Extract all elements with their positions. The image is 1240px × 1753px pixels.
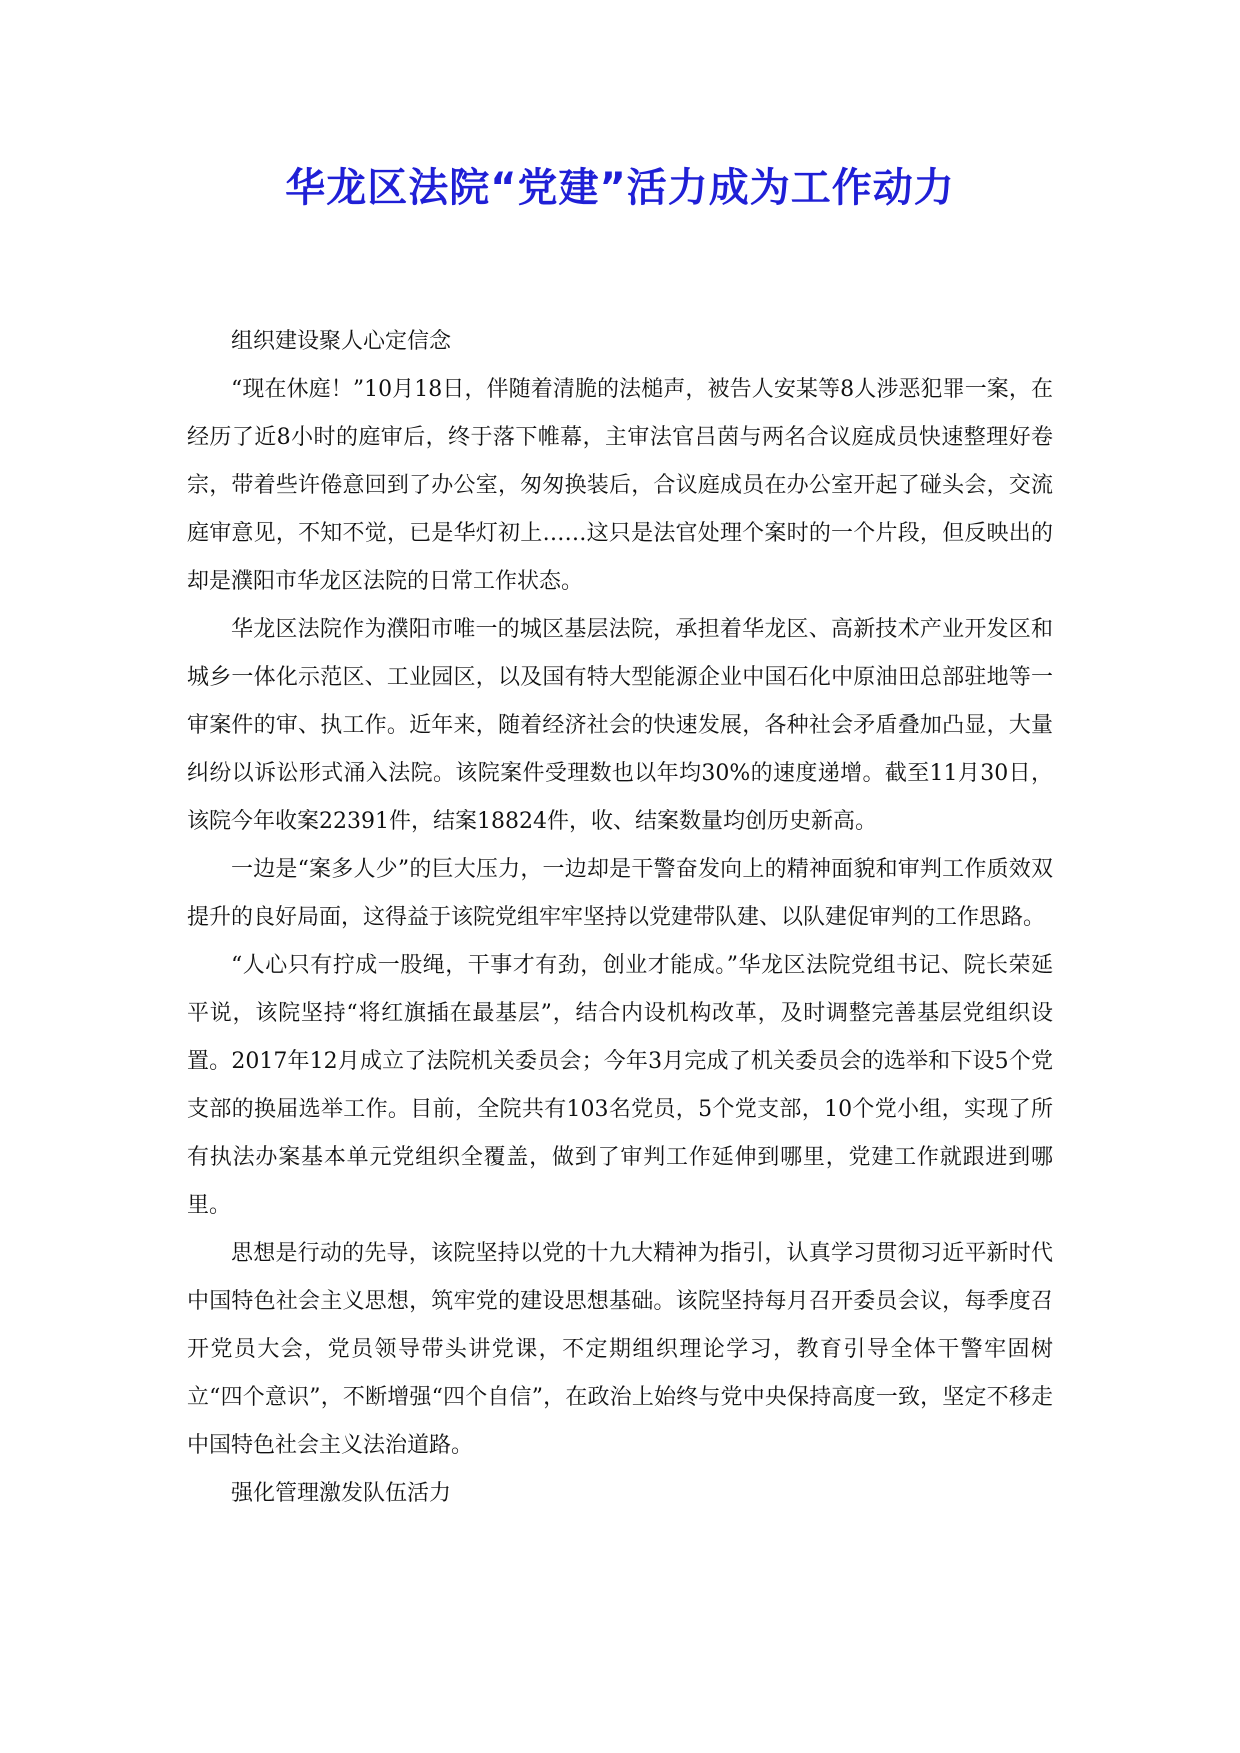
section-heading: 强化管理激发队伍活力 [231, 1481, 452, 1506]
document-body [187, 318, 1053, 1518]
paragraph: 思想是行动的先导，该院坚持以党的十九大精神为指引，认真学习贯彻习近平新时代中国特色社会主义思想，筑牢党的建设思想基础。该院坚持每月召开委员会议，每季度召开党员大会，党员领导带头讲党课，不定期组织理论学习，教育引导全体干警牢固树立“四个意识”，不断增强“四个自信”，在政治上始终与党中央保持高度一致，坚定不移走中国特色社会主义法治道路。 [187, 1241, 1053, 1458]
paragraph: “人心只有拧成一股绳，干事才有劲，创业才能成。”华龙区法院党组书记、院长荣延平说，该院坚持“将红旗插在最基层”，结合内设机构改革，及时调整完善基层党组织设置。2017年12月成立了法院机关委员会；今年3月完成了机关委员会的选举和下设5个党支部的换届选举工作。目前，全院共有103名党员，5个党支部，10个党小组，实现了所有执法办案基本单元党组织全覆盖，做到了审判工作延伸到哪里，党建工作就跟进到哪里。 [187, 953, 1053, 1218]
paragraph: 华龙区法院作为濮阳市唯一的城区基层法院，承担着华龙区、高新技术产业开发区和城乡一体化示范区、工业园区，以及国有特大型能源企业中国石化中原油田总部驻地等一审案件的审、执工作。近年来，随着经济社会的快速发展，各种社会矛盾叠加凸显，大量纠纷以诉讼形式涌入法院。该院案件受理数也以年均30%的速度递增。截至11月30日，该院今年收案22391件，结案18824件，收、结案数量均创历史新高。 [187, 617, 1053, 834]
section-heading: 组织建设聚人心定信念 [231, 329, 452, 354]
document-title: 华龙区法院“党建”活力成为工作动力 [285, 165, 955, 211]
paragraph: “现在休庭！”10月18日，伴随着清脆的法槌声，被告人安某等8人涉恶犯罪一案，在经历了近8小时的庭审后，终于落下帷幕，主审法官吕茵与两名合议庭成员快速整理好卷宗，带着些许倦意回到了办公室，匆匆换装后，合议庭成员在办公室开起了碰头会，交流庭审意见，不知不觉，已是华灯初上……这只是法官处理个案时的一个片段，但反映出的却是濮阳市华龙区法院的日常工作状态。 [187, 377, 1053, 594]
paragraph: 一边是“案多人少”的巨大压力，一边却是干警奋发向上的精神面貌和审判工作质效双提升的良好局面，这得益于该院党组牢牢坚持以党建带队建、以队建促审判的工作思路。 [187, 857, 1053, 930]
